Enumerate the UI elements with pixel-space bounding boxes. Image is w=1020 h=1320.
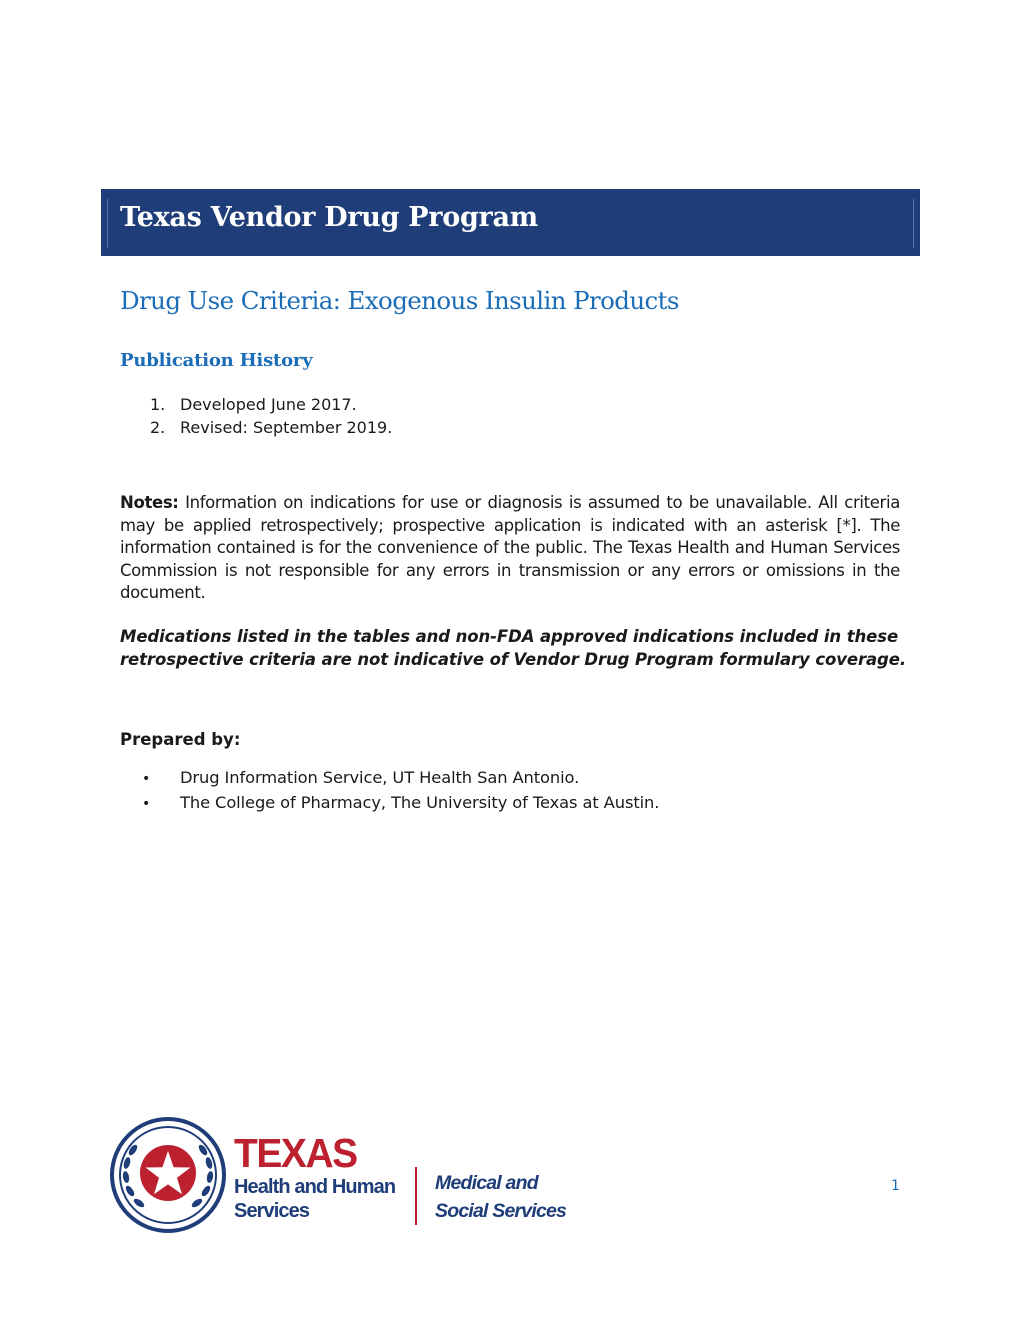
logo-division-text bbox=[435, 1169, 566, 1225]
hhs-logo bbox=[110, 1115, 580, 1235]
list-text: The College of Pharmacy, The University of Texas at Austin. bbox=[180, 793, 660, 812]
page-number: 1 bbox=[891, 1178, 900, 1194]
list-text: Revised: September 2019. bbox=[180, 418, 393, 437]
list-text: Developed June 2017. bbox=[180, 395, 357, 414]
list-number: 2. bbox=[150, 418, 166, 437]
list-item bbox=[142, 766, 659, 791]
logo-divider bbox=[415, 1167, 417, 1225]
header-banner bbox=[101, 189, 920, 256]
list-text: Drug Information Service, UT Health San Antonio. bbox=[180, 768, 580, 787]
logo-agency-line: Health and Human bbox=[234, 1176, 396, 1198]
document-title: Drug Use Criteria: Exogenous Insulin Products bbox=[120, 286, 679, 315]
list-item bbox=[150, 416, 392, 439]
prepared-by-label: Prepared by: bbox=[120, 730, 241, 749]
logo-texas-text: TEXAS bbox=[234, 1130, 357, 1176]
bullet-icon: • bbox=[142, 771, 151, 787]
notes-text: Information on indications for use or diagnosis is assumed to be unavailable. All criteria may be applied retrospectively; prospective application is indicated with an asterisk [*]. The information contained is for the convenience of the public. The Texas Health and Human Services Commission is not responsible for any errors in transmission or any errors or omissions in the document. bbox=[120, 493, 900, 602]
list-item bbox=[150, 393, 392, 416]
publication-history-list bbox=[150, 393, 392, 439]
formulary-disclaimer: Medications listed in the tables and non-FDA approved indications included in these retrospective criteria are not indicative of Vendor Drug Program formulary coverage. bbox=[120, 627, 907, 669]
notes-paragraph bbox=[120, 492, 900, 605]
logo-division-line: Medical and bbox=[435, 1172, 538, 1194]
logo-agency-line: Services bbox=[234, 1200, 310, 1222]
texas-seal-icon bbox=[110, 1117, 226, 1233]
publication-history-heading: Publication History bbox=[120, 350, 313, 371]
program-title: Texas Vendor Drug Program bbox=[120, 202, 538, 233]
logo-division-line: Social Services bbox=[435, 1200, 567, 1222]
list-number: 1. bbox=[150, 395, 166, 414]
bullet-icon: • bbox=[142, 796, 151, 812]
notes-label: Notes: bbox=[120, 493, 179, 512]
logo-agency-text bbox=[234, 1175, 395, 1223]
prepared-by-list bbox=[142, 766, 659, 816]
list-item bbox=[142, 791, 659, 816]
